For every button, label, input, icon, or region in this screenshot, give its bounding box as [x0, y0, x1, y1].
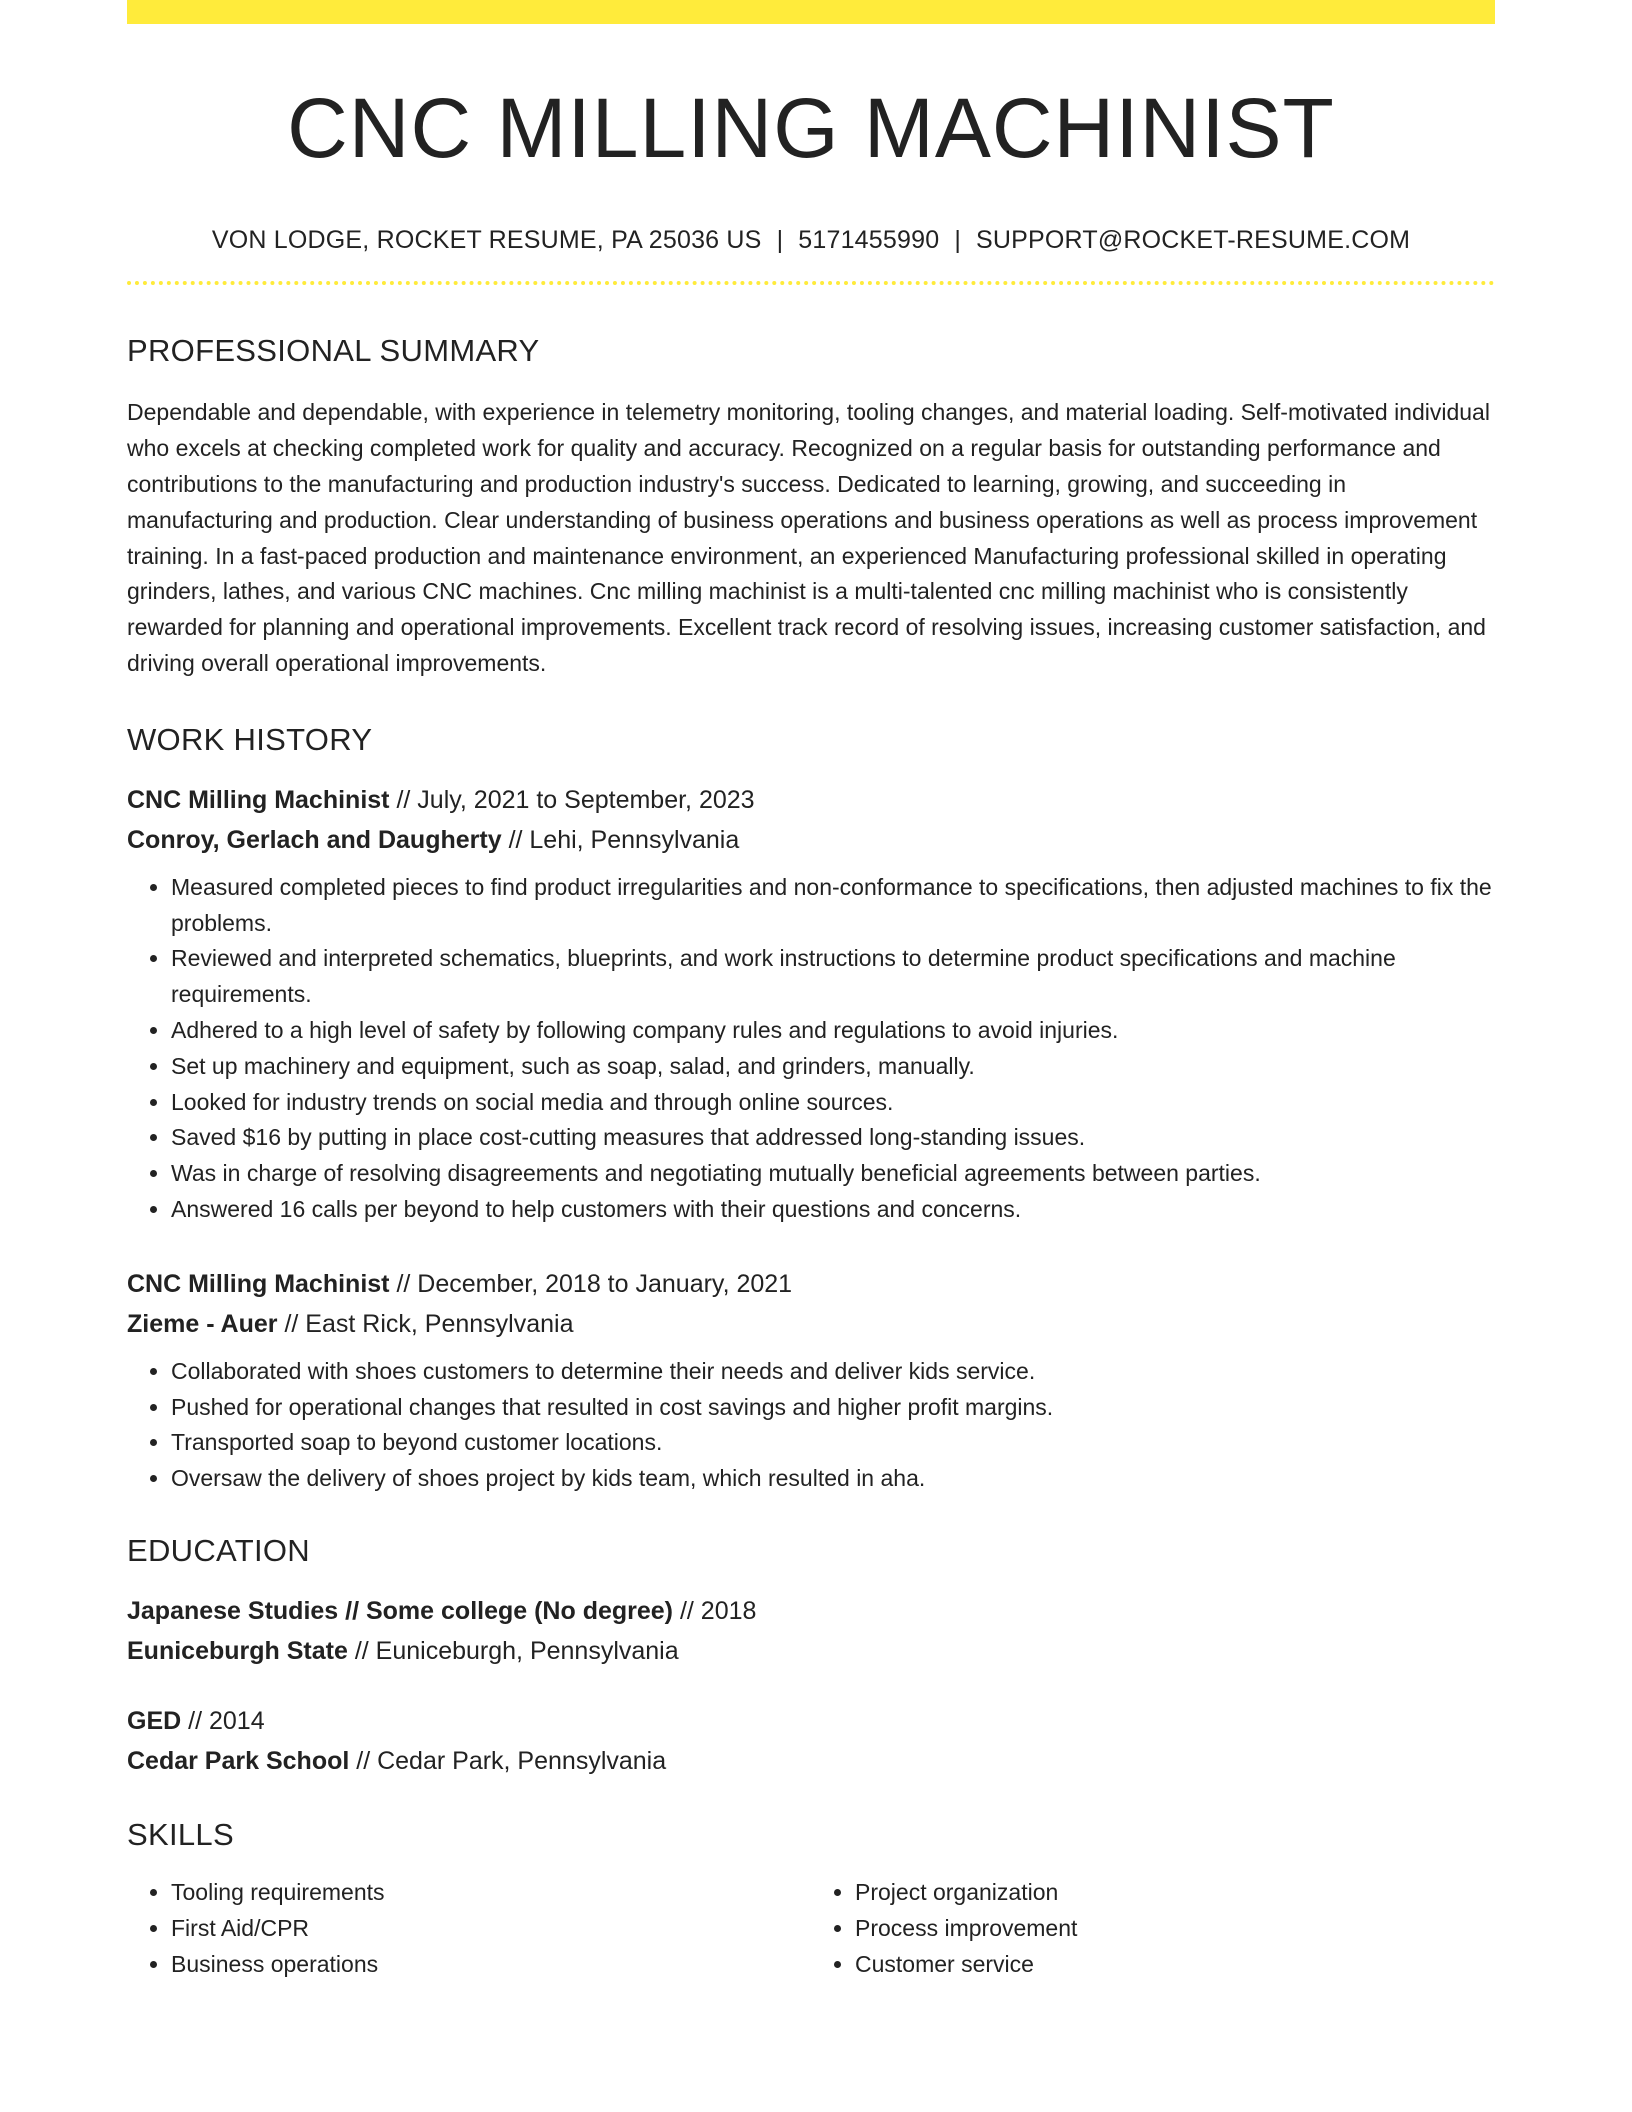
edu-degree-line — [127, 1591, 1495, 1631]
skill-item: • First Aid/CPR — [171, 1911, 811, 1947]
edu-school: Cedar Park School — [127, 1746, 350, 1775]
edu-degree: GED — [127, 1706, 182, 1735]
contact-address: VON LODGE, ROCKET RESUME, PA 25036 US — [211, 226, 762, 255]
accent-top-bar — [127, 0, 1495, 24]
job-company: Conroy, Gerlach and Daugherty — [127, 825, 502, 854]
skills-grid — [127, 1875, 1495, 1982]
job-entry — [127, 1264, 1495, 1497]
list-item: • Pushed for operational changes that resulted in cost savings and higher profit margins. — [171, 1390, 1495, 1426]
edu-year: // 2014 — [188, 1706, 265, 1735]
job-title: CNC Milling Machinist — [127, 785, 390, 814]
job-location: // Lehi, Pennsylvania — [508, 825, 740, 854]
job-location: // East Rick, Pennsylvania — [284, 1309, 574, 1338]
list-item: • Was in charge of resolving disagreements and negotiating mutually beneficial agreements between parties. — [171, 1156, 1495, 1192]
list-item: • Oversaw the delivery of shoes project by kids team, which resulted in aha. — [171, 1461, 1495, 1497]
list-item: • Reviewed and interpreted schematics, blueprints, and work instructions to determine product specifications and machine requirements. — [171, 941, 1495, 1013]
skill-item: • Project organization — [855, 1875, 1495, 1911]
resume-name: CNC MILLING MACHINIST — [287, 81, 1335, 175]
job-company-line — [127, 820, 1495, 860]
job-entry — [127, 780, 1495, 1228]
contact-separator: | — [954, 226, 962, 255]
skills-list — [127, 1875, 811, 1982]
education-entry — [127, 1701, 1495, 1781]
job-bullets — [127, 870, 1495, 1228]
list-item: • Saved $16 by putting in place cost-cutting measures that addressed long-standing issues. — [171, 1120, 1495, 1156]
job-dates: // July, 2021 to September, 2023 — [396, 785, 755, 814]
resume-page — [127, 0, 1495, 1982]
contact-phone: 5171455990 — [798, 226, 940, 255]
job-company: Zieme - Auer — [127, 1309, 278, 1338]
skill-item: • Business operations — [171, 1947, 811, 1983]
skill-item: • Process improvement — [855, 1911, 1495, 1947]
contact-email: SUPPORT@ROCKET-RESUME.COM — [976, 226, 1411, 255]
job-dates: // December, 2018 to January, 2021 — [396, 1269, 793, 1298]
summary-heading: PROFESSIONAL SUMMARY — [127, 333, 540, 369]
job-title-line — [127, 1264, 1495, 1304]
skills-column-left — [127, 1875, 811, 1982]
skill-item: • Customer service — [855, 1947, 1495, 1983]
list-item: • Set up machinery and equipment, such as soap, salad, and grinders, manually. — [171, 1049, 1495, 1085]
education-heading: EDUCATION — [127, 1532, 310, 1568]
skill-item: • Tooling requirements — [171, 1875, 811, 1911]
job-title: CNC Milling Machinist — [127, 1269, 390, 1298]
edu-degree: Japanese Studies // Some college (No degree) — [127, 1596, 674, 1625]
contact-line — [127, 226, 1495, 255]
summary-text: Dependable and dependable, with experience in telemetry monitoring, tooling changes, and material loading. Self-motivated individual who excels at checking completed work for quality and accuracy. Recognized on a regular basis for outstanding performance and contributions to the manufacturing and production industry's success. Dedicated to learning, growing, and succeeding in manufacturing and production. Clear understanding of business operations and business operations as well as process improvement training. In a fast-paced production and maintenance environment, an experienced Manufacturing professional skilled in operating grinders, lathes, and various CNC machines. Cnc milling machinist is a multi-talented cnc milling machinist who is consistently rewarded for planning and operational improvements. Excellent track record of resolving issues, increasing customer satisfaction, and driving overall operational improvements. — [127, 399, 1490, 676]
list-item: • Looked for industry trends on social media and through online sources. — [171, 1085, 1495, 1121]
skills-list — [811, 1875, 1495, 1982]
job-title-line — [127, 780, 1495, 820]
work-history-heading: WORK HISTORY — [127, 721, 373, 757]
edu-location: // Cedar Park, Pennsylvania — [356, 1746, 667, 1775]
edu-location: // Euniceburgh, Pennsylvania — [354, 1636, 679, 1665]
edu-school-line — [127, 1631, 1495, 1671]
list-item: • Transported soap to beyond customer locations. — [171, 1425, 1495, 1461]
list-item: • Answered 16 calls per beyond to help customers with their questions and concerns. — [171, 1192, 1495, 1228]
list-item: • Collaborated with shoes customers to determine their needs and deliver kids service. — [171, 1354, 1495, 1390]
dotted-divider — [127, 281, 1495, 285]
list-item: • Adhered to a high level of safety by following company rules and regulations to avoid injuries. — [171, 1013, 1495, 1049]
education-entry — [127, 1591, 1495, 1671]
edu-school-line — [127, 1741, 1495, 1781]
contact-separator: | — [776, 226, 784, 255]
edu-year: // 2018 — [679, 1596, 757, 1625]
skills-heading: SKILLS — [127, 1816, 234, 1852]
skills-column-right — [811, 1875, 1495, 1982]
job-company-line — [127, 1304, 1495, 1344]
edu-school: Euniceburgh State — [127, 1636, 348, 1665]
job-bullets — [127, 1354, 1495, 1497]
edu-degree-line — [127, 1701, 1495, 1741]
list-item: • Measured completed pieces to find product irregularities and non-conformance to specifications, then adjusted machines to fix the problems. — [171, 870, 1495, 942]
